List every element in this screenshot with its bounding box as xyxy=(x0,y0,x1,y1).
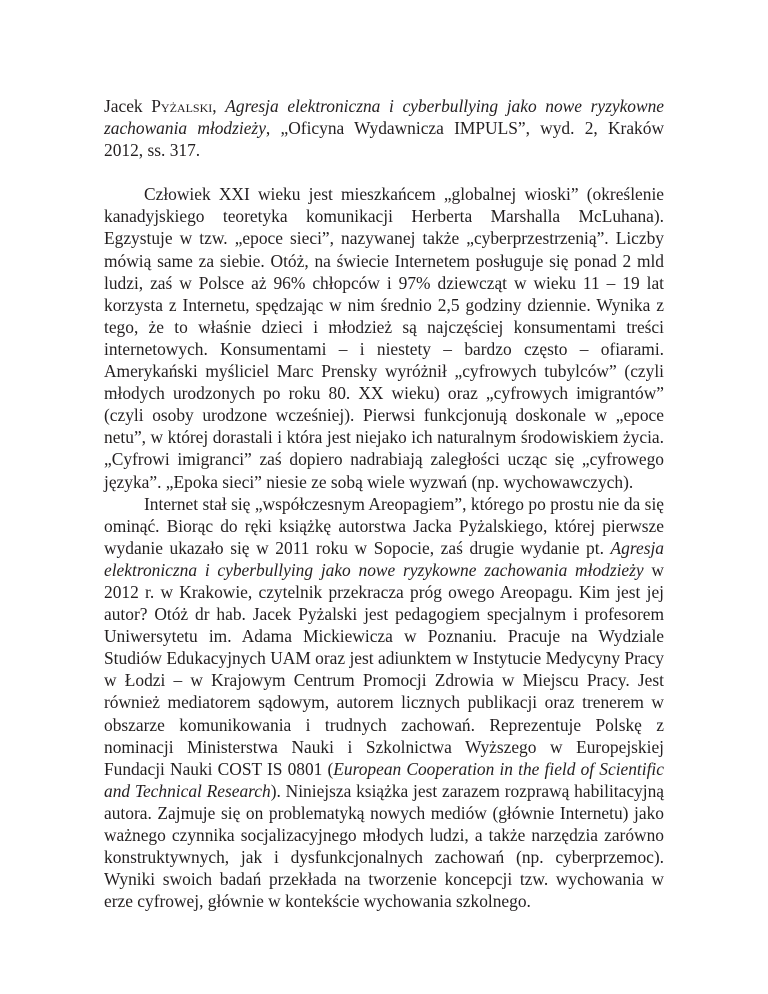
paragraph-2-text-a: Internet stał się „współczesnym Areopagiem”, którego po prostu nie da się ominąć. Biorąc do ręki książkę autorstwa Jacka Pyżalskiego, której pierwsze wydanie ukazało się w 2011 roku w Sopocie, zaś drugie wydanie pt. xyxy=(104,493,664,558)
author-last-name: Pyżalski xyxy=(151,96,213,116)
paragraph-2-text-b: w 2012 r. w Krakowie, czytelnik przekracza próg owego Areopagu. Kim jest jej autor? Otóż dr hab. Jacek Pyżalski jest pedagogiem specjalnym i profesorem Uniwersytetu im. Adama Mickiewicza w Poznaniu. Pracuje na Wydziale Studiów Edukacyjnych UAM oraz jest adiunktem w Instytucie Medycyny Pracy w Łodzi – w Krajowym Centrum Promocji Zdrowia w Miejscu Pracy. Jest również mediatorem sądowym, autorem licznych publikacji oraz trenerem w obszarze komunikowania i trudnych zachowań. Reprezentuje Polskę z nominacji Ministerstwa Nauki i Szkolnictwa Wyższego w Europejskiej Fundacji Nauki COST IS 0801 ( xyxy=(104,559,664,779)
author-first-name: Jacek xyxy=(104,96,143,116)
paragraph-2 xyxy=(104,493,664,913)
book-citation: Jacek Pyżalski, Agresja elektroniczna i cyberbullying jako nowe ryzykowne zachowania młodzieży, „Oficyna Wydawnicza IMPULS”, wyd. 2, Kraków 2012, ss. 317. xyxy=(104,96,665,161)
paragraph-2-book-title: Agresja elektroniczna i cyberbullying jako nowe ryzykowne zachowania młodzieży xyxy=(104,537,664,580)
publication-details: , „Oficyna Wydawnicza IMPULS”, wyd. 2, Kraków 2012, ss. 317. xyxy=(104,118,664,161)
paragraph-1: Człowiek XXI wieku jest mieszkańcem „globalnej wioski” (określenie kanadyjskiego teoretyka komunikacji Herberta Marshalla McLuhana). Egzystuje w tzw. „epoce sieci”, nazywanej także „cyberprzestrzenią”. Liczby mówią same za siebie. Otóż, na świecie Internetem posługuje się ponad 2 mld ludzi, zaś w Polsce aż 96% chłopców i 97% dziewcząt w wieku 11 – 19 lat korzysta z Internetu, spędzając w nim średnio 2,5 godziny dziennie. Wynika z tego, że to właśnie dzieci i młodzież są najczęściej konsumentami treści internetowych. Konsumentami – i niestety – bardzo często – ofiarami. Amerykański myśliciel Marc Prensky wyróżnił „cyfrowych tubylców” (czyli młodych urodzonych po roku 80. XX wieku) oraz „cyfrowych imigrantów” (czyli osoby urodzone wcześniej). Pierwsi funkcjonują doskonale w „epoce netu”, w której dorastali i która jest niejako ich naturalnym środowiskiem życia. „Cyfrowi imigranci” zaś dopiero nadrabiają zaległości ucząc się „cyfrowego języka”. „Epoka sieci” niesie ze sobą wiele wyzwań (np. wychowawczych). xyxy=(104,184,664,492)
review-page xyxy=(104,95,664,912)
paragraph-2-text-c: ). Niniejsza książka jest zarazem rozprawą habilitacyjną autora. Zajmuje się on problematyką nowych mediów (głównie Internetu) jako ważnego czynnika socjalizacyjnego młodych ludzi, a także narzędzia zarówno konstruktywnych, jak i dysfunkcjonalnych zachowań (np. cyberprzemoc). Wyniki swoich badań przekłada na tworzenie koncepcji tzw. wychowania w erze cyfrowej, głównie w kontekście wychowania szkolnego. xyxy=(104,780,664,912)
book-title: Agresja elektroniczna i cyberbullying jako nowe ryzykowne zachowania młodzieży xyxy=(104,96,665,139)
paragraph-2-cost-name: European Cooperation in the field of Scientific and Technical Research xyxy=(104,758,664,801)
